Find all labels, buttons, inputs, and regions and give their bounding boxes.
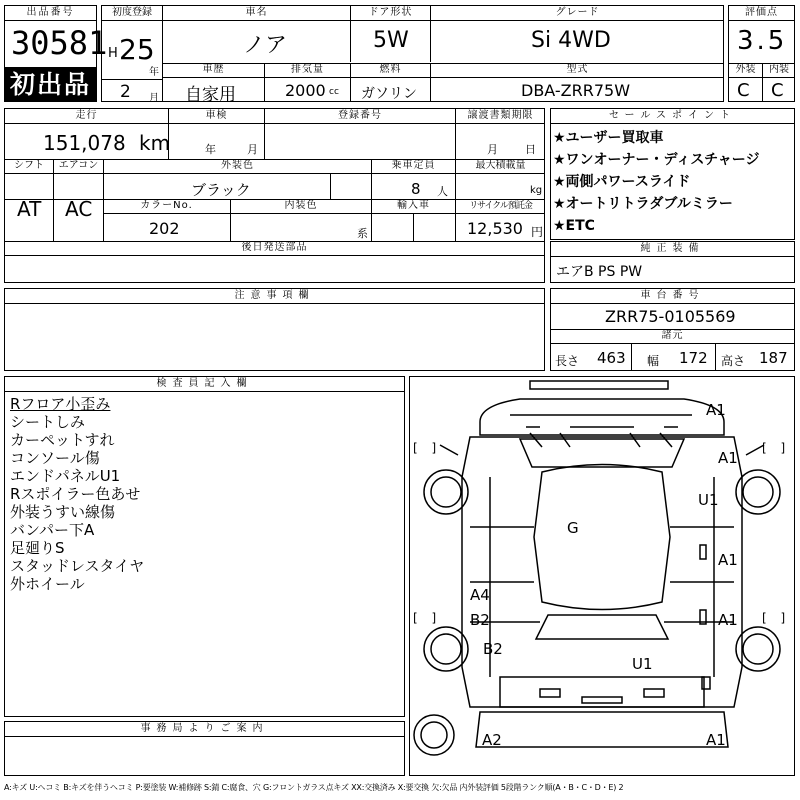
import-label: 輸入車 bbox=[371, 199, 455, 214]
history-label: 車歴 bbox=[163, 63, 264, 78]
width-label: 幅 bbox=[647, 354, 660, 368]
sales-point: ★ユーザー買取車 bbox=[553, 130, 664, 146]
lot-label: 出品番号 bbox=[5, 6, 96, 21]
first-registration-label: 初度登録 bbox=[102, 6, 162, 21]
mileage-value: 151,078 bbox=[43, 131, 126, 155]
height-label: 高さ bbox=[721, 354, 746, 368]
model-label: 型式 bbox=[430, 63, 724, 78]
mileage-unit: km bbox=[139, 131, 171, 155]
intcolor-unit: 系 bbox=[357, 227, 368, 240]
damage-mark: A1 bbox=[718, 551, 738, 569]
reg-year: 25 bbox=[119, 33, 155, 66]
score-label: 評価点 bbox=[729, 6, 794, 21]
lot-number: 30581 bbox=[11, 24, 108, 62]
office-box bbox=[4, 721, 405, 776]
damage-mark: U1 bbox=[632, 655, 653, 673]
fuel-label: 燃料 bbox=[350, 63, 430, 78]
damage-mark: B2 bbox=[470, 611, 490, 629]
damage-mark: U1 bbox=[698, 491, 719, 509]
recycle-label: リサイクル預託金 bbox=[455, 199, 545, 214]
sales-point: ★ETC bbox=[553, 218, 595, 234]
damage-mark: A4 bbox=[470, 586, 490, 604]
inspection-label: 車検 bbox=[168, 109, 264, 124]
shift-label: シフト bbox=[5, 159, 53, 174]
inspector-line: シートしみ bbox=[10, 413, 86, 431]
bracket-right-rear: [ ] bbox=[762, 611, 786, 625]
damage-mark: A2 bbox=[482, 731, 502, 749]
intcolor-label: 内装色 bbox=[230, 199, 371, 214]
inspection-year: 年 bbox=[205, 143, 216, 156]
damage-mark: A1 bbox=[706, 731, 726, 749]
recycle-value: 12,530 bbox=[467, 219, 523, 238]
bracket-left-front: [ ] bbox=[413, 441, 437, 455]
equipment-box bbox=[550, 241, 795, 283]
chassis-box bbox=[550, 288, 795, 371]
era-letter: H bbox=[108, 46, 118, 61]
damage-mark: A1 bbox=[718, 611, 738, 629]
first-listing-badge: 初出品 bbox=[4, 67, 97, 102]
inspection-month: 月 bbox=[247, 143, 258, 156]
displacement: 2000 bbox=[285, 81, 326, 100]
color-label: 外装色 bbox=[103, 159, 371, 174]
capacity-unit: 人 bbox=[437, 185, 448, 198]
inspector-label: 検査員記入欄 bbox=[5, 377, 404, 392]
chassis-label: 車台番号 bbox=[551, 289, 794, 304]
exterior-label: 外装 bbox=[729, 63, 762, 78]
inspector-line: エンドパネルU1 bbox=[10, 467, 121, 485]
color-number: 202 bbox=[149, 219, 180, 238]
model-code: DBA-ZRR75W bbox=[521, 81, 631, 100]
colorno-label: カラーNo. bbox=[103, 199, 230, 214]
inspector-line: スタッドレスタイヤ bbox=[10, 557, 145, 575]
sales-points-box bbox=[550, 108, 795, 240]
exterior-color: ブラック bbox=[191, 181, 251, 199]
inspector-line: 外装うすい線傷 bbox=[10, 503, 116, 521]
grade: Si 4WD bbox=[531, 28, 611, 53]
damage-mark: A1 bbox=[718, 449, 738, 467]
displacement-unit: cc bbox=[329, 87, 339, 97]
length-value: 463 bbox=[597, 349, 626, 367]
bracket-right-front: [ ] bbox=[762, 441, 786, 455]
door-type: 5W bbox=[373, 28, 409, 53]
reg-year-unit: 年 bbox=[149, 67, 159, 78]
regno-label: 登録番号 bbox=[264, 109, 455, 124]
damage-mark: G bbox=[567, 519, 579, 537]
reg-month: 2 bbox=[120, 82, 131, 102]
shift-value: AT bbox=[17, 197, 42, 221]
inspector-line: 外ホイール bbox=[10, 575, 85, 593]
notes-box bbox=[4, 288, 545, 371]
reg-month-unit: 月 bbox=[149, 93, 159, 104]
car-name: ノア bbox=[243, 33, 288, 58]
sales-point: ★オートリトラダブルミラー bbox=[553, 196, 733, 212]
grade-label: グレード bbox=[430, 6, 724, 21]
mileage-label: 走行 bbox=[5, 109, 168, 124]
details-box bbox=[4, 108, 545, 283]
capacity-value: 8 bbox=[411, 180, 421, 198]
inspector-box bbox=[4, 376, 405, 717]
length-label: 長さ bbox=[555, 354, 580, 368]
legend: A:キズ U:ヘコミ B:キズを伴うヘコミ P:要塗装 W:補修跡 S:錆 C:腐食、穴 G:フロントガラス点キズ XX:交換済み X:要交換 欠:欠品 内外装評価 5段階ランク順(A・B・C・D・E) 2 bbox=[4, 783, 624, 792]
score-value: 3.5 bbox=[737, 26, 788, 56]
aircon-label: エアコン bbox=[53, 159, 103, 174]
damage-mark: B2 bbox=[483, 640, 503, 658]
inspector-notes bbox=[10, 395, 144, 593]
first-registration-box bbox=[101, 5, 163, 102]
inspector-line: カーペットすれ bbox=[10, 431, 115, 449]
dims-label: 諸元 bbox=[551, 329, 794, 344]
car-outline-icon bbox=[410, 377, 794, 775]
interior-grade: C bbox=[771, 80, 784, 101]
exterior-grade: C bbox=[737, 80, 750, 101]
inspector-line: Rフロア小歪み bbox=[10, 395, 111, 413]
transfer-month: 月 bbox=[487, 143, 498, 156]
interior-label: 内装 bbox=[762, 63, 795, 78]
door-label: ドア形状 bbox=[350, 6, 430, 21]
equipment-label: 純正装備 bbox=[551, 242, 794, 257]
inspector-line: Rスポイラー色あせ bbox=[10, 485, 141, 503]
name-label: 車名 bbox=[163, 6, 350, 21]
height-value: 187 bbox=[759, 349, 788, 367]
aircon-value: AC bbox=[65, 197, 93, 221]
recycle-unit: 円 bbox=[531, 225, 544, 239]
vehicle-history: 自家用 bbox=[185, 85, 236, 105]
sales-point: ★ワンオーナー・ディスチャージ bbox=[553, 152, 760, 168]
bracket-left-rear: [ ] bbox=[413, 611, 437, 625]
load-unit: kg bbox=[530, 185, 543, 196]
displacement-label: 排気量 bbox=[264, 63, 350, 78]
damage-mark: A1 bbox=[706, 401, 726, 419]
capacity-label: 乗車定員 bbox=[371, 159, 455, 174]
width-value: 172 bbox=[679, 349, 708, 367]
score-box bbox=[728, 5, 795, 102]
fuel-type: ガソリン bbox=[361, 86, 417, 102]
car-diagram bbox=[409, 376, 795, 776]
transfer-day: 日 bbox=[525, 143, 536, 156]
lot-number-box bbox=[4, 5, 108, 102]
chassis-number: ZRR75-0105569 bbox=[605, 307, 736, 326]
inspector-line: コンソール傷 bbox=[10, 449, 100, 467]
sales-point: ★両側パワースライド bbox=[553, 174, 691, 190]
office-label: 事務局よりご案内 bbox=[5, 722, 404, 737]
equipment-value: エアB PS PW bbox=[556, 264, 643, 280]
notes-label: 注意事項欄 bbox=[5, 289, 544, 304]
load-label: 最大積載量 bbox=[455, 159, 545, 174]
inspector-line: 足廻りS bbox=[10, 539, 65, 557]
sales-points-list bbox=[553, 127, 759, 237]
sales-points-label: セールスポイント bbox=[551, 109, 794, 124]
inspector-line: バンパー下A bbox=[10, 521, 95, 539]
vehicle-info-box bbox=[162, 5, 724, 105]
later-parts-label: 後日発送部品 bbox=[5, 241, 544, 256]
transfer-label: 譲渡書類期限 bbox=[455, 109, 545, 124]
